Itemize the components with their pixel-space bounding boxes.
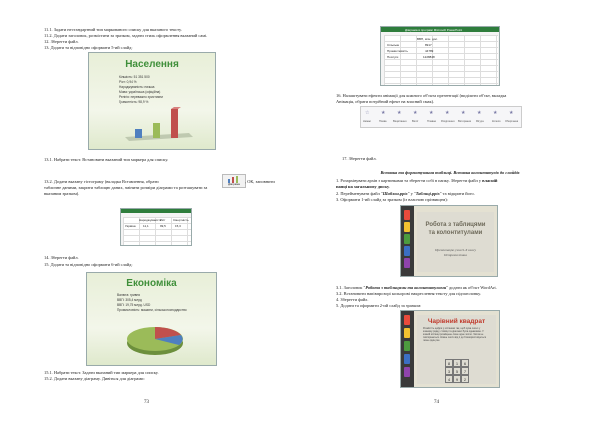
- excel-window-title: Діаграма в програмі Microsoft PowerPoint: [405, 27, 463, 32]
- pie-chart-3d: [123, 319, 187, 359]
- bullet-item: Народжуваність: низька: [119, 85, 155, 89]
- excel-data-preview: [120, 208, 192, 246]
- bullet-item: Мова: українська (офіційна): [119, 90, 161, 94]
- text-line: 13. Додати та відповідно оформити 5-ий слайд:: [44, 45, 133, 50]
- animation-gallery: [360, 106, 522, 128]
- text-line: 15.1. Набрати текст. Задати вказаний тип маркера для списку.: [44, 370, 159, 375]
- text-line: 2. Перейменувати файл "Шаблон.pptx" у "Таблиці.pptx" та відкрити його.: [336, 191, 475, 196]
- animation-effect-icon[interactable]: ★: [429, 111, 434, 116]
- slide-title: Чарівний квадрат: [427, 318, 486, 325]
- page-number: 74: [434, 400, 439, 405]
- animation-label: Немає: [363, 120, 371, 123]
- bullet-item: Промисловість: машини, сільськогосподарство: [117, 308, 187, 312]
- bullet-item: Ріст: 0,94 %: [119, 80, 137, 84]
- magic-square-grid: [445, 359, 469, 383]
- data-cell: 99,5: [160, 224, 166, 228]
- pencils-decoration: [401, 206, 414, 276]
- text-line: 15.2. Додати вказану діаграму. Дивіться для діаграми:: [44, 376, 145, 381]
- pencils-decoration: [401, 311, 414, 387]
- animation-label: Витирання: [458, 120, 471, 123]
- grid-cell: 4: [445, 375, 453, 383]
- row-label: Промисловість: [387, 49, 408, 53]
- data-cell: 11,1: [143, 224, 149, 228]
- diagram-icon-label: Діаграма: [228, 182, 240, 186]
- data-cell: 44789: [425, 49, 434, 53]
- animation-effect-icon[interactable]: ★: [381, 111, 386, 116]
- diagram-insert-icon: [222, 174, 246, 188]
- row-label: Україна: [125, 224, 136, 228]
- section-title: Вставка та форматування таблиці. Вставка колонтитулів до слайдів: [380, 170, 520, 175]
- grid-cell: 3: [445, 367, 453, 375]
- slide-title-preview: [400, 205, 498, 277]
- header-cell: ВВП, млн. дол.: [417, 37, 438, 41]
- grid-cell: 1: [453, 359, 461, 367]
- animation-label: Поява: [379, 120, 387, 123]
- bullet-item: Релігія: переважно християни: [119, 95, 163, 99]
- text-line: 17. Зберегти файл.: [342, 156, 377, 161]
- data-cell: 15,3: [175, 224, 181, 228]
- bullet-item: Кількість: 51 351 500: [119, 75, 150, 79]
- animation-effect-icon[interactable]: ★: [397, 111, 402, 116]
- animation-label: Вицвітання: [393, 120, 407, 123]
- slide-economy-preview: [86, 272, 217, 366]
- slide-title: та колонтитулами: [428, 230, 483, 236]
- animation-label: Плавне: [427, 120, 437, 123]
- text-line: папці на загальному диску.: [336, 184, 391, 189]
- text-line: 11.1. Задати нестандартний тип маркованого списку для вказаного тексту.: [44, 27, 182, 32]
- excel-chart-data-preview: [380, 26, 500, 86]
- bar-chart-3d: [119, 107, 199, 147]
- slide-title: Робота з таблицями: [425, 222, 486, 228]
- grid-cell: 5: [453, 367, 461, 375]
- slide-population-preview: [88, 52, 216, 150]
- header-cell: Смертність: [173, 218, 189, 222]
- data-cell: 1228848: [423, 55, 435, 59]
- text-line: табличне даними, закрити таблицю даних, змінити розміри діаграми та розташувати за: [44, 185, 208, 190]
- slide-magic-square-preview: [400, 310, 500, 388]
- text-line: 13.1. Набрати текст. Встановити вказаний тип маркера для списку.: [44, 157, 169, 162]
- animation-none-icon[interactable]: ☆: [365, 111, 370, 116]
- animation-label: Розділення: [441, 120, 455, 123]
- bullet-item: Грамотність: 98,9 %: [119, 100, 149, 104]
- slide-body: [417, 212, 494, 272]
- text-line: 11.2. Додати заголовок, розмістити за зразком, задати стиль оформлення вказаний самі.: [44, 33, 208, 38]
- slide-subtitle: Презентацію учня 9-Х класу: [434, 248, 476, 252]
- slide-body: [417, 315, 496, 384]
- slide-paragraph: Розмістіть цифри у клітинках так, щоб сума чисел у кожному рядку, стовпці та діагоналі була однаковою. У кожній клітинці розміщене лише одне число. Числа не повторюються. Кожне число від 1 до 9 використовується лише один раз.: [423, 327, 487, 342]
- text-line: 1. Розархівувати архів з картинками та зберегти собі в папку. Зберегти файл у власній: [336, 178, 498, 183]
- animation-label: Колесо: [492, 120, 501, 123]
- grid-cell: 6: [461, 359, 469, 367]
- animation-effect-icon[interactable]: ★: [445, 111, 450, 116]
- header-cell: Народжуваність: [139, 218, 162, 222]
- header-cell: Ріст: [160, 218, 166, 222]
- grid-cell: 8: [445, 359, 453, 367]
- text-line: 14. Зберегти файл.: [44, 255, 79, 260]
- animation-effect-icon[interactable]: ★: [413, 111, 418, 116]
- text-line: 15. Додати та відповідно оформити 6-ий слайд:: [44, 262, 133, 267]
- text-line: 3.1. Заголовок "Робота з таблицями та колонтитулами" додати як об'єкт WordArt.: [336, 285, 497, 290]
- row-label: Послуги: [387, 55, 399, 59]
- grid-cell: 7: [461, 367, 469, 375]
- bullet-item: ВВП: 305,4 млрд: [117, 298, 142, 302]
- spreadsheet-grid: [384, 35, 498, 85]
- text-line: 12. Зберегти файл.: [44, 39, 79, 44]
- animation-label: Обертання: [505, 120, 519, 123]
- text-line: 5. Додати та оформити 2-ий слайд за зразком:: [336, 303, 422, 308]
- page-number: 73: [144, 400, 149, 405]
- animation-label: Фігура: [476, 120, 484, 123]
- slide-subtitle: Петренко Івана: [444, 253, 467, 257]
- animation-effect-icon[interactable]: ★: [461, 111, 466, 116]
- animation-effect-icon[interactable]: ★: [477, 111, 482, 116]
- text-line: вказаним зразком).: [44, 191, 80, 196]
- bullet-item: ВВП: 19,75 млрд. USD: [117, 303, 151, 307]
- slide-title: Населення: [125, 59, 179, 70]
- page-74: [300, 0, 600, 424]
- excel-titlebar: [121, 209, 191, 213]
- slide-title: Економіка: [126, 278, 177, 289]
- data-cell: 8917: [425, 43, 432, 47]
- text-line: 3. Оформити 1-ий слайд за зразком (із власною прізвищем):: [336, 197, 448, 202]
- grid-cell: 2: [461, 375, 469, 383]
- animation-label: Виліт: [412, 120, 419, 123]
- bullet-item: Валюта: гривня: [117, 293, 140, 297]
- text-line: 3.2. Встановити напівпрозорі кольорові накреслення тексту для підзаголовку.: [336, 291, 481, 296]
- text-line: 13.2. Додати вказану гістограму (вкладка Вставлення, обрати: [44, 179, 159, 184]
- grid-cell: 9: [453, 375, 461, 383]
- animation-effect-icon[interactable]: ★: [493, 111, 498, 116]
- text-line: 16. Налаштувати ефекти анімації для кожного об'єкта презентації (виділити об'єкт, вкладка: [336, 93, 507, 98]
- text-line: 4. Зберегти файл.: [336, 297, 369, 302]
- animation-effect-icon[interactable]: ★: [509, 111, 514, 116]
- text-line: Анімація, обрати потрібний ефект на власний смак).: [336, 99, 435, 104]
- text-line: , ОК, заповнити: [245, 179, 275, 184]
- row-label: Сільське: [387, 43, 400, 47]
